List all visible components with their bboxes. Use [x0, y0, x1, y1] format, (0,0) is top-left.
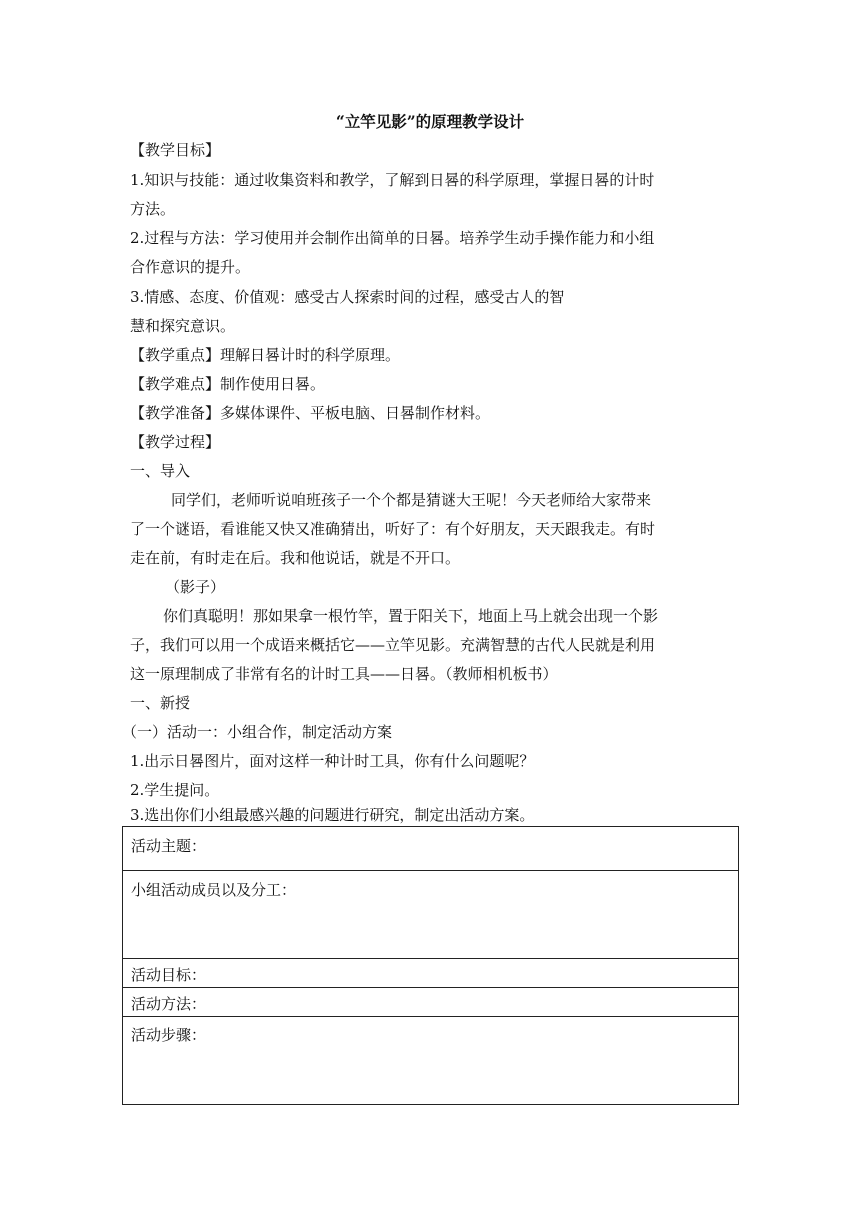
activity-step-2: 2.学生提问。	[130, 781, 220, 799]
riddle-answer: （影子）	[165, 578, 226, 596]
activity-steps-cell: 活动步骤：	[123, 1017, 739, 1105]
objective-process-line-1: 2.过程与方法：学习使用并会制作出简单的日晷。培养学生动手操作能力和小组	[130, 229, 655, 247]
section-introduction: 一、导入	[130, 462, 191, 480]
objective-knowledge-line-1: 1.知识与技能：通过收集资料和教学，了解到日晷的科学原理，掌握日晷的计时	[130, 171, 655, 189]
table-row	[123, 1017, 739, 1105]
objective-emotion-line-1: 3.情感、态度、价值观：感受古人探索时间的过程，感受古人的智	[130, 288, 565, 306]
activity-goal-cell: 活动目标：	[123, 959, 739, 988]
objective-emotion-line-2: 慧和探究意识。	[130, 317, 236, 335]
table-row	[123, 827, 739, 871]
teaching-key-point: 【教学重点】理解日晷计时的科学原理。	[130, 346, 401, 364]
objective-process-line-2: 合作意识的提升。	[130, 258, 251, 276]
intro-paragraph-line-2: 了一个谜语，看谁能又快又准确猜出，听好了：有个好朋友，天天跟我走。有时	[130, 520, 656, 538]
group-members-cell: 小组活动成员以及分工：	[123, 871, 739, 959]
teaching-difficulty: 【教学难点】制作使用日晷。	[130, 375, 326, 393]
document-title: “立竿见影”的原理教学设计	[335, 112, 525, 131]
shadow-paragraph-line-2: 子，我们可以用一个成语来概括它——立竿见影。充满智慧的古代人民就是利用	[130, 636, 656, 654]
heading-teaching-process: 【教学过程】	[130, 433, 221, 451]
intro-paragraph-line-1: 同学们，老师听说咱班孩子一个个都是猜谜大王呢！今天老师给大家带来	[171, 491, 652, 509]
table-row	[123, 871, 739, 959]
table-row	[123, 959, 739, 988]
intro-paragraph-line-3: 走在前，有时走在后。我和他说话，就是不开口。	[130, 549, 461, 567]
table-row	[123, 988, 739, 1017]
activity-plan-table	[122, 826, 739, 1105]
shadow-paragraph-line-1: 你们真聪明！那如果拿一根竹竿，置于阳关下，地面上马上就会出现一个影	[163, 607, 659, 625]
heading-teaching-objectives: 【教学目标】	[130, 141, 221, 159]
shadow-paragraph-line-3: 这一原理制成了非常有名的计时工具——日晷。（教师相机板书）	[130, 665, 558, 683]
section-new-lesson: 一、新授	[130, 694, 191, 712]
activity-method-cell: 活动方法：	[123, 988, 739, 1017]
objective-knowledge-line-2: 方法。	[130, 200, 176, 218]
teaching-preparation: 【教学准备】多媒体课件、平板电脑、日晷制作材料。	[130, 404, 491, 422]
activity-one-heading: （一）活动一：小组合作，制定活动方案	[122, 723, 393, 741]
activity-theme-cell: 活动主题：	[123, 827, 739, 871]
activity-step-1: 1.出示日晷图片，面对这样一种计时工具，你有什么问题呢？	[130, 752, 535, 770]
activity-step-3: 3.选出你们小组最感兴趣的问题进行研究，制定出活动方案。	[130, 806, 535, 824]
